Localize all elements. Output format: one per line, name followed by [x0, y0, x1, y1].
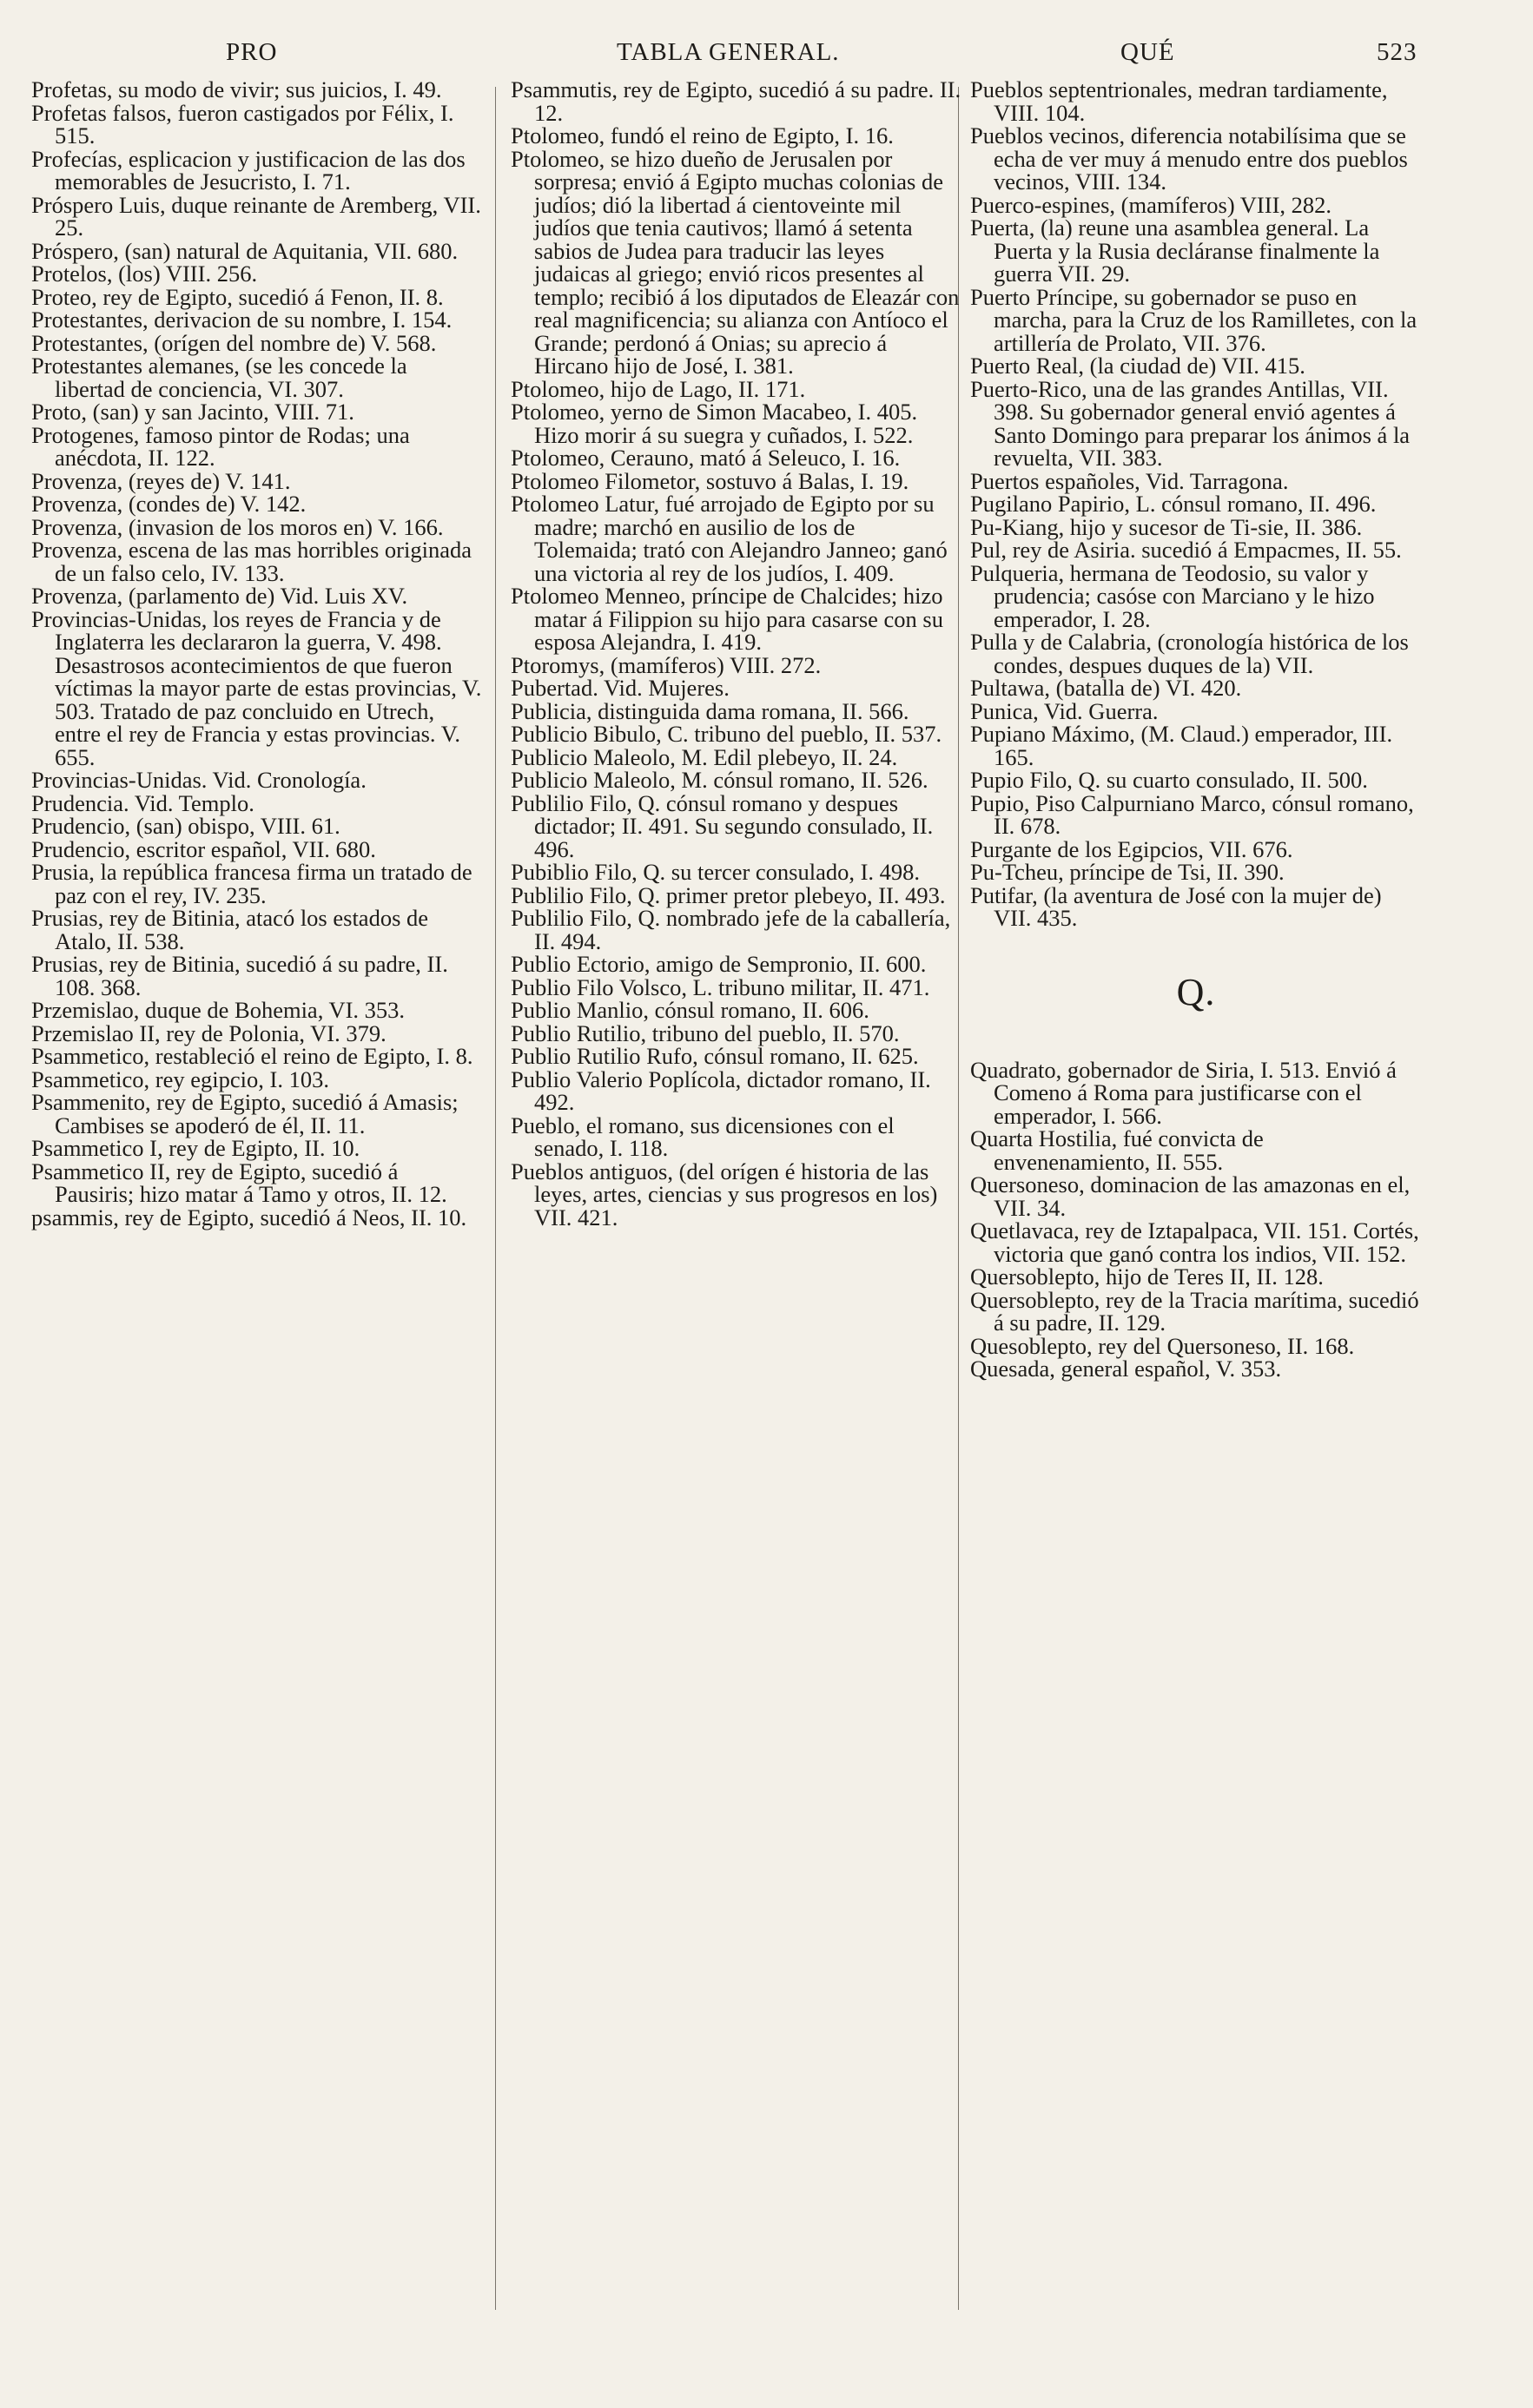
index-entry: Protestantes alemanes, (se les concede la libertad de conciencia, VI. 307.	[31, 353, 407, 402]
index-entry: Puerco-espines, (mamíferos) VIII, 282.	[970, 191, 1332, 218]
index-entry: Publio Valerio Poplícola, dictador romano, II. 492.	[511, 1065, 931, 1115]
index-entry: Przemislao, duque de Bohemia, VI. 353.	[31, 997, 406, 1023]
index-entry: Protelos, (los) VIII. 256.	[31, 261, 258, 287]
index-entry: Proteo, rey de Egipto, sucedió á Fenon, II. 8.	[31, 283, 444, 310]
index-entry: Pu-Tcheu, príncipe de Tsi, II. 390.	[970, 859, 1285, 885]
index-entry: Puertos españoles, Vid. Tarragona.	[970, 467, 1289, 494]
index-entry: Provenza, (reyes de) V. 141.	[31, 467, 291, 494]
index-entry: Pueblo, el romano, sus dicensiones con el senado, I. 118.	[511, 1112, 895, 1161]
index-entry: Próspero, (san) natural de Aquitania, VII. 680.	[31, 237, 459, 264]
index-entry: Puerto-Rico, una de las grandes Antillas, VII. 398. Su gobernador general envió agentes á Santo Domingo para preparar los ánimos á la revuelta, VII. 383.	[970, 375, 1411, 471]
index-entry: Profetas, su modo de vivir; sus juicios, I. 49.	[31, 76, 442, 102]
index-entry: Prudencia. Vid. Templo.	[31, 789, 254, 816]
index-entry: Quetlavaca, rey de Iztapalpaca, VII. 151. Cortés, victoria que ganó contra los indios, VII. 152.	[970, 1217, 1419, 1267]
index-entry: Publicio Maleolo, M. Edil plebeyo, II. 24.	[511, 743, 898, 770]
header-left: PRO	[226, 38, 278, 66]
index-entry: Ptolomeo, yerno de Simon Macabeo, I. 405. Hizo morir á su suegra y cuñados, I. 522.	[511, 399, 918, 448]
index-entry: Publio Rutilio Rufo, cónsul romano, II. 625.	[511, 1043, 919, 1069]
index-entry: Protestantes, derivacion de su nombre, I. 154.	[31, 307, 453, 333]
index-entry: Ptolomeo, fundó el reino de Egipto, I. 16.	[511, 122, 894, 148]
index-entry: Pugilano Papirio, L. cónsul romano, II. 496.	[970, 491, 1377, 517]
index-entry: Pultawa, (batalla de) VI. 420.	[970, 675, 1242, 701]
index-entry: Publilio Filo, Q. nombrado jefe de la caballería, II. 494.	[511, 905, 951, 954]
column-divider-1	[495, 87, 496, 2310]
index-entry: Quersoblepto, hijo de Teres II, II. 128.	[970, 1263, 1324, 1290]
index-entry: Putifar, (la aventura de José con la mujer de) VII. 435.	[970, 881, 1382, 931]
index-entry: Provincias-Unidas, los reyes de Francia y de Inglaterra les declararon la guerra, V. 498. Desastrosos acontecimientos de que fueron víctimas la mayor parte de estas provincias, V. 503. Tratado de paz concluido en Utrech, entre el rey de Francia y estas provincias. V. 655.	[31, 605, 482, 770]
index-entry: Provenza, (condes de) V. 142.	[31, 491, 307, 517]
index-entry: Pueblos septentrionales, medran tardiamente, VIII. 104.	[970, 76, 1388, 126]
index-entry: Ptolomeo Filometor, sostuvo á Balas, I. 19.	[511, 467, 909, 494]
index-entry: Puerto Príncipe, su gobernador se puso en marcha, para la Cruz de los Ramilletes, con la artillería de Prolato, VII. 376.	[970, 283, 1417, 356]
index-entry: Prusia, la república francesa firma un tratado de paz con el rey, IV. 235.	[31, 859, 472, 908]
index-entry: Pul, rey de Asiria. sucedió á Empacmes, II. 55.	[970, 537, 1402, 563]
index-entry: Publilio Filo, Q. primer pretor plebeyo, II. 493.	[511, 881, 946, 908]
index-entry: Pulqueria, hermana de Teodosio, su valor y prudencia; casóse con Marciano y le hizo emperador, I. 28.	[970, 559, 1375, 632]
index-entry: Quersoblepto, rey de la Tracia marítima, sucedió á su padre, II. 129.	[970, 1286, 1419, 1336]
index-entry: Proto, (san) y san Jacinto, VIII. 71.	[31, 399, 354, 425]
index-entry: Quersoneso, dominacion de las amazonas en el, VII. 34.	[970, 1171, 1411, 1221]
index-entry: Provenza, escena de las mas horribles originada de un falso celo, IV. 133.	[31, 537, 472, 586]
index-entry: Puerto Real, (la ciudad de) VII. 415.	[970, 353, 1305, 379]
section-letter: Q.	[1176, 970, 1216, 1013]
index-entry: Provenza, (parlamento de) Vid. Luis XV.	[31, 583, 408, 609]
index-entry: Psammetico, restableció el reino de Egipto, I. 8.	[31, 1043, 473, 1069]
index-entry: Pueblos vecinos, diferencia notabilísima que se echa de ver muy á menudo entre dos pueblos vecinos, VIII. 134.	[970, 122, 1408, 195]
index-entry: Protogenes, famoso pintor de Rodas; una anécdota, II. 122.	[31, 421, 410, 471]
index-entry: Quarta Hostilia, fué convicta de envenenamiento, II. 555.	[970, 1125, 1264, 1175]
index-entry: Prusias, rey de Bitinia, atacó los estados de Atalo, II. 538.	[31, 905, 429, 954]
index-entry: Pu-Kiang, hijo y sucesor de Ti-sie, II. 386.	[970, 513, 1363, 540]
index-column-3-top	[970, 78, 1422, 930]
index-entry: Ptolomeo, Cerauno, mató á Seleuco, I. 16.	[511, 445, 901, 471]
index-entry: Psammetico, rey egipcio, I. 103.	[31, 1065, 329, 1092]
index-entry: Prusias, rey de Bitinia, sucedió á su padre, II. 108. 368.	[31, 951, 448, 1000]
index-entry: Puerta, (la) reune una asamblea general. La Puerta y la Rusia decláranse finalmente la guerra VII. 29.	[970, 214, 1380, 287]
index-entry: Punica, Vid. Guerra.	[970, 697, 1159, 724]
index-entry: Profetas falsos, fueron castigados por Félix, I. 515.	[31, 99, 454, 148]
index-entry: Prudencio, escritor español, VII. 680.	[31, 835, 376, 862]
index-entry: Ptolomeo, hijo de Lago, II. 171.	[511, 375, 806, 402]
index-entry: Publicia, distinguida dama romana, II. 566.	[511, 697, 909, 724]
index-column-3-bottom	[970, 1056, 1422, 1382]
index-entry: Protestantes, (orígen del nombre de) V. 568.	[31, 329, 437, 356]
index-entry: Quadrato, gobernador de Siria, I. 513. Envió á Comeno á Roma para justificarse con el emperador, I. 566.	[970, 1056, 1397, 1129]
index-entry: Ptolomeo Latur, fué arrojado de Egipto por su madre; marchó en ausilio de los de Tolemaida; trató con Alejandro Janneo; ganó una victoria al rey de los judíos, I. 409.	[511, 491, 948, 586]
index-entry: Ptolomeo, se hizo dueño de Jerusalen por sorpresa; envió á Egipto muchas colonias de judíos; dió la libertad á cientoveinte mil judíos que tenia cautivos; llamó á setenta sabios de Judea para traducir las leyes judaicas al griego; envió ricos presentes al templo; recibió á los diputados de Eleazár con real magnificencia; su alianza con Antíoco el Grande; perdonó á Onias; su aprecio á Hircano hijo de José, I. 381.	[511, 145, 960, 379]
index-column-3	[970, 78, 1422, 1381]
index-entry: Ptolomeo Menneo, príncipe de Chalcides; hizo matar á Filippion su hijo para casarse con su esposa Alejandra, I. 419.	[511, 583, 943, 655]
index-entry: Profecías, esplicacion y justificacion de las dos memorables de Jesucristo, I. 71.	[31, 145, 466, 195]
index-entry: Publilio Filo, Q. cónsul romano y despues dictador; II. 491. Su segundo consulado, II. 496.	[511, 789, 934, 862]
index-entry: Psammetico II, rey de Egipto, sucedió á Pausiris; hizo matar á Tamo y otros, II. 12.	[31, 1158, 447, 1207]
index-entry: Publicio Bibulo, C. tribuno del pueblo, II. 537.	[511, 721, 942, 747]
index-column-1	[31, 78, 483, 1229]
index-entry: Publicio Maleolo, M. cónsul romano, II. 526.	[511, 767, 928, 793]
header-title: TABLA GENERAL.	[617, 38, 840, 66]
page-header	[26, 33, 1417, 76]
index-entry: psammis, rey de Egipto, sucedió á Neos, II. 10.	[31, 1204, 467, 1230]
index-entry: Pupio Filo, Q. su cuarto consulado, II. 500.	[970, 767, 1368, 793]
index-entry: Psammenito, rey de Egipto, sucedió á Amasis; Cambises se apoderó de él, II. 11.	[31, 1089, 459, 1138]
index-entry: Provincias-Unidas. Vid. Cronología.	[31, 767, 367, 793]
index-entry: Publio Rutilio, tribuno del pueblo, II. 570.	[511, 1019, 900, 1046]
header-right: QUÉ	[1120, 38, 1175, 66]
index-entry: Pulla y de Calabria, (cronología histórica de los condes, despues duques de la) VII.	[970, 629, 1409, 678]
index-entry: Publio Manlio, cónsul romano, II. 606.	[511, 997, 869, 1023]
index-entry: Przemislao II, rey de Polonia, VI. 379.	[31, 1019, 387, 1046]
index-entry: Ptoromys, (mamíferos) VIII. 272.	[511, 651, 822, 678]
index-entry: Pupiano Máximo, (M. Claud.) emperador, III. 165.	[970, 721, 1393, 770]
index-entry: Pubertad. Vid. Mujeres.	[511, 675, 730, 701]
index-entry: Psammetico I, rey de Egipto, II. 10.	[31, 1135, 360, 1161]
index-entry: Próspero Luis, duque reinante de Aremberg, VII. 25.	[31, 191, 481, 241]
page-number: 523	[1377, 38, 1417, 66]
index-entry: Publio Filo Volsco, L. tribuno militar, II. 471.	[511, 973, 930, 1000]
index-entry: Publio Ectorio, amigo de Sempronio, II. 600.	[511, 951, 927, 977]
index-column-2	[511, 78, 962, 1229]
index-entry: Pueblos antiguos, (del orígen é historia de las leyes, artes, ciencias y sus progresos en los) VII. 421.	[511, 1158, 938, 1230]
index-entry: Quesoblepto, rey del Quersoneso, II. 168.	[970, 1332, 1355, 1359]
index-entry: Quesada, general español, V. 353.	[970, 1356, 1282, 1382]
index-entry: Psammutis, rey de Egipto, sucedió á su padre. II. 12.	[511, 76, 961, 126]
index-entry: Purgante de los Egipcios, VII. 676.	[970, 835, 1293, 862]
index-entry: Pupio, Piso Calpurniano Marco, cónsul romano, II. 678.	[970, 789, 1414, 839]
index-entry: Pubiblio Filo, Q. su tercer consulado, I. 498.	[511, 859, 921, 885]
index-entry: Prudencio, (san) obispo, VIII. 61.	[31, 813, 340, 839]
index-entry: Provenza, (invasion de los moros en) V. 166.	[31, 513, 444, 540]
